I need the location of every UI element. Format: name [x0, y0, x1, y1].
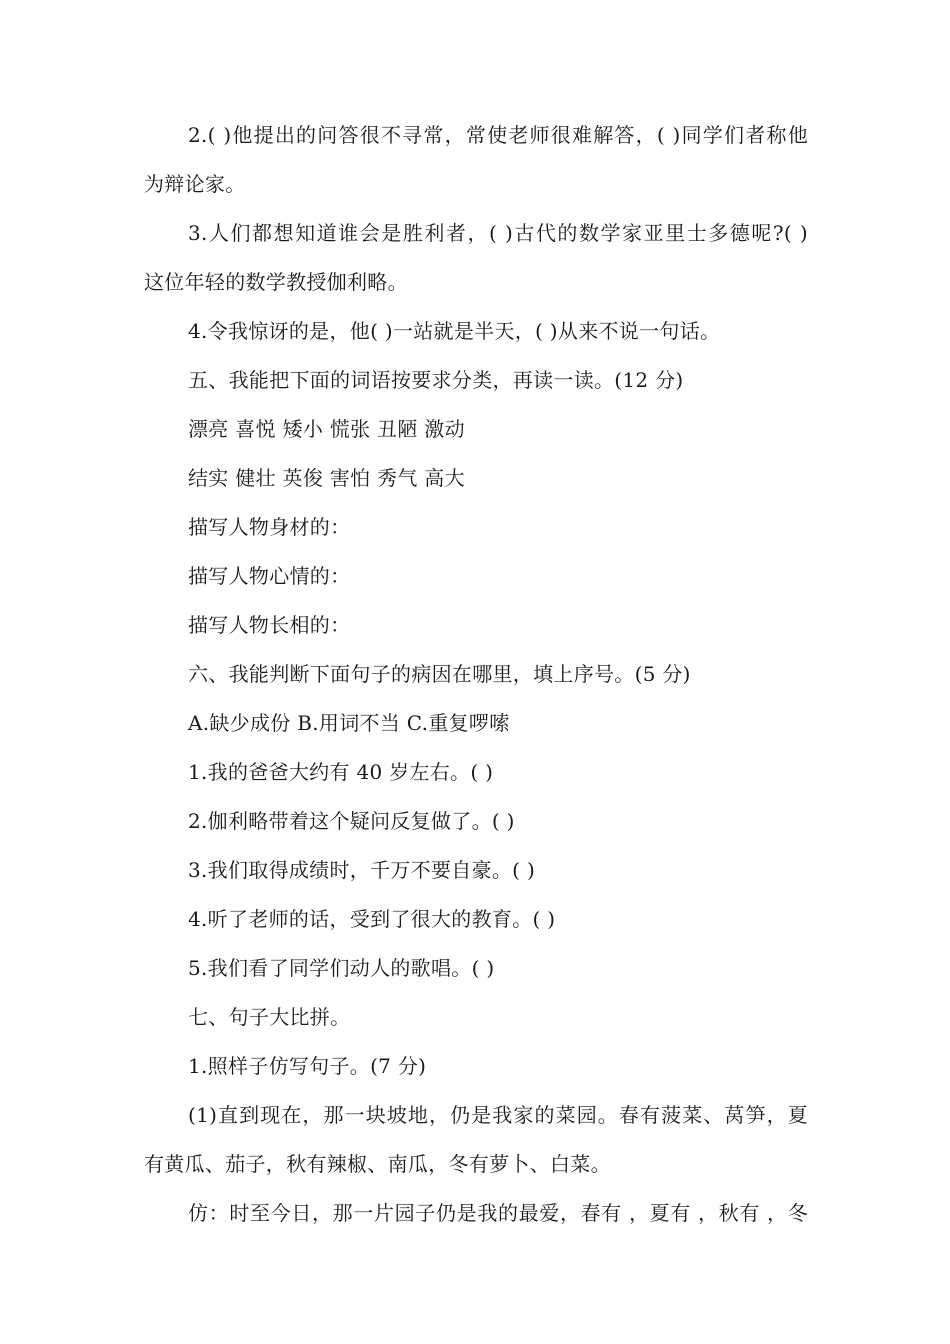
example-line-2: 有黄瓜、茄子，秋有辣椒、南瓜，冬有萝卜、白菜。 — [144, 1152, 611, 1176]
exercise-1-heading: 1.照样子仿写句子。(7 分) — [188, 1054, 427, 1078]
section-5-heading: 五、我能把下面的词语按要求分类，再读一读。(12 分) — [188, 368, 684, 392]
question-3-line-2: 这位年轻的数学教授伽利略。 — [144, 270, 408, 294]
category-mood: 描写人物心情的： — [188, 564, 351, 588]
example-line-1: (1)直到现在，那一块坡地，仍是我家的菜园。春有菠菜、莴笋，夏 — [188, 1103, 808, 1127]
sentence-2: 2.伽利略带着这个疑问反复做了。( ) — [188, 809, 515, 833]
word-list-2: 结实 健壮 英俊 害怕 秀气 高大 — [188, 466, 465, 490]
word-list-1: 漂亮 喜悦 矮小 慌张 丑陋 激动 — [188, 417, 465, 441]
section-6-heading: 六、我能判断下面句子的病因在哪里，填上序号。(5 分) — [188, 662, 691, 686]
imitation-line: 仿：时至今日，那一片园子仍是我的最爱，春有 ，夏有 ，秋有 ，冬 — [188, 1201, 808, 1225]
category-body: 描写人物身材的： — [188, 515, 351, 539]
section-7-heading: 七、句子大比拼。 — [188, 1005, 351, 1029]
options-line: A.缺少成份 B.用词不当 C.重复啰嗦 — [188, 711, 510, 735]
sentence-3: 3.我们取得成绩时，千万不要自豪。( ) — [188, 858, 536, 882]
sentence-1: 1.我的爸爸大约有 40 岁左右。( ) — [188, 760, 494, 784]
question-3-line-1: 3.人们都想知道谁会是胜利者，( )古代的数学家亚里士多德呢?( ) — [188, 221, 808, 245]
sentence-5: 5.我们看了同学们动人的歌唱。( ) — [188, 956, 495, 980]
question-4: 4.令我惊讶的是，他( )一站就是半天，( )从来不说一句话。 — [188, 319, 721, 343]
question-2-line-2: 为辩论家。 — [144, 172, 246, 196]
category-looks: 描写人物长相的： — [188, 613, 351, 637]
sentence-4: 4.听了老师的话，受到了很大的教育。( ) — [188, 907, 556, 931]
question-2-line-1: 2.( )他提出的问答很不寻常，常使老师很难解答，( )同学们者称他 — [188, 123, 808, 147]
